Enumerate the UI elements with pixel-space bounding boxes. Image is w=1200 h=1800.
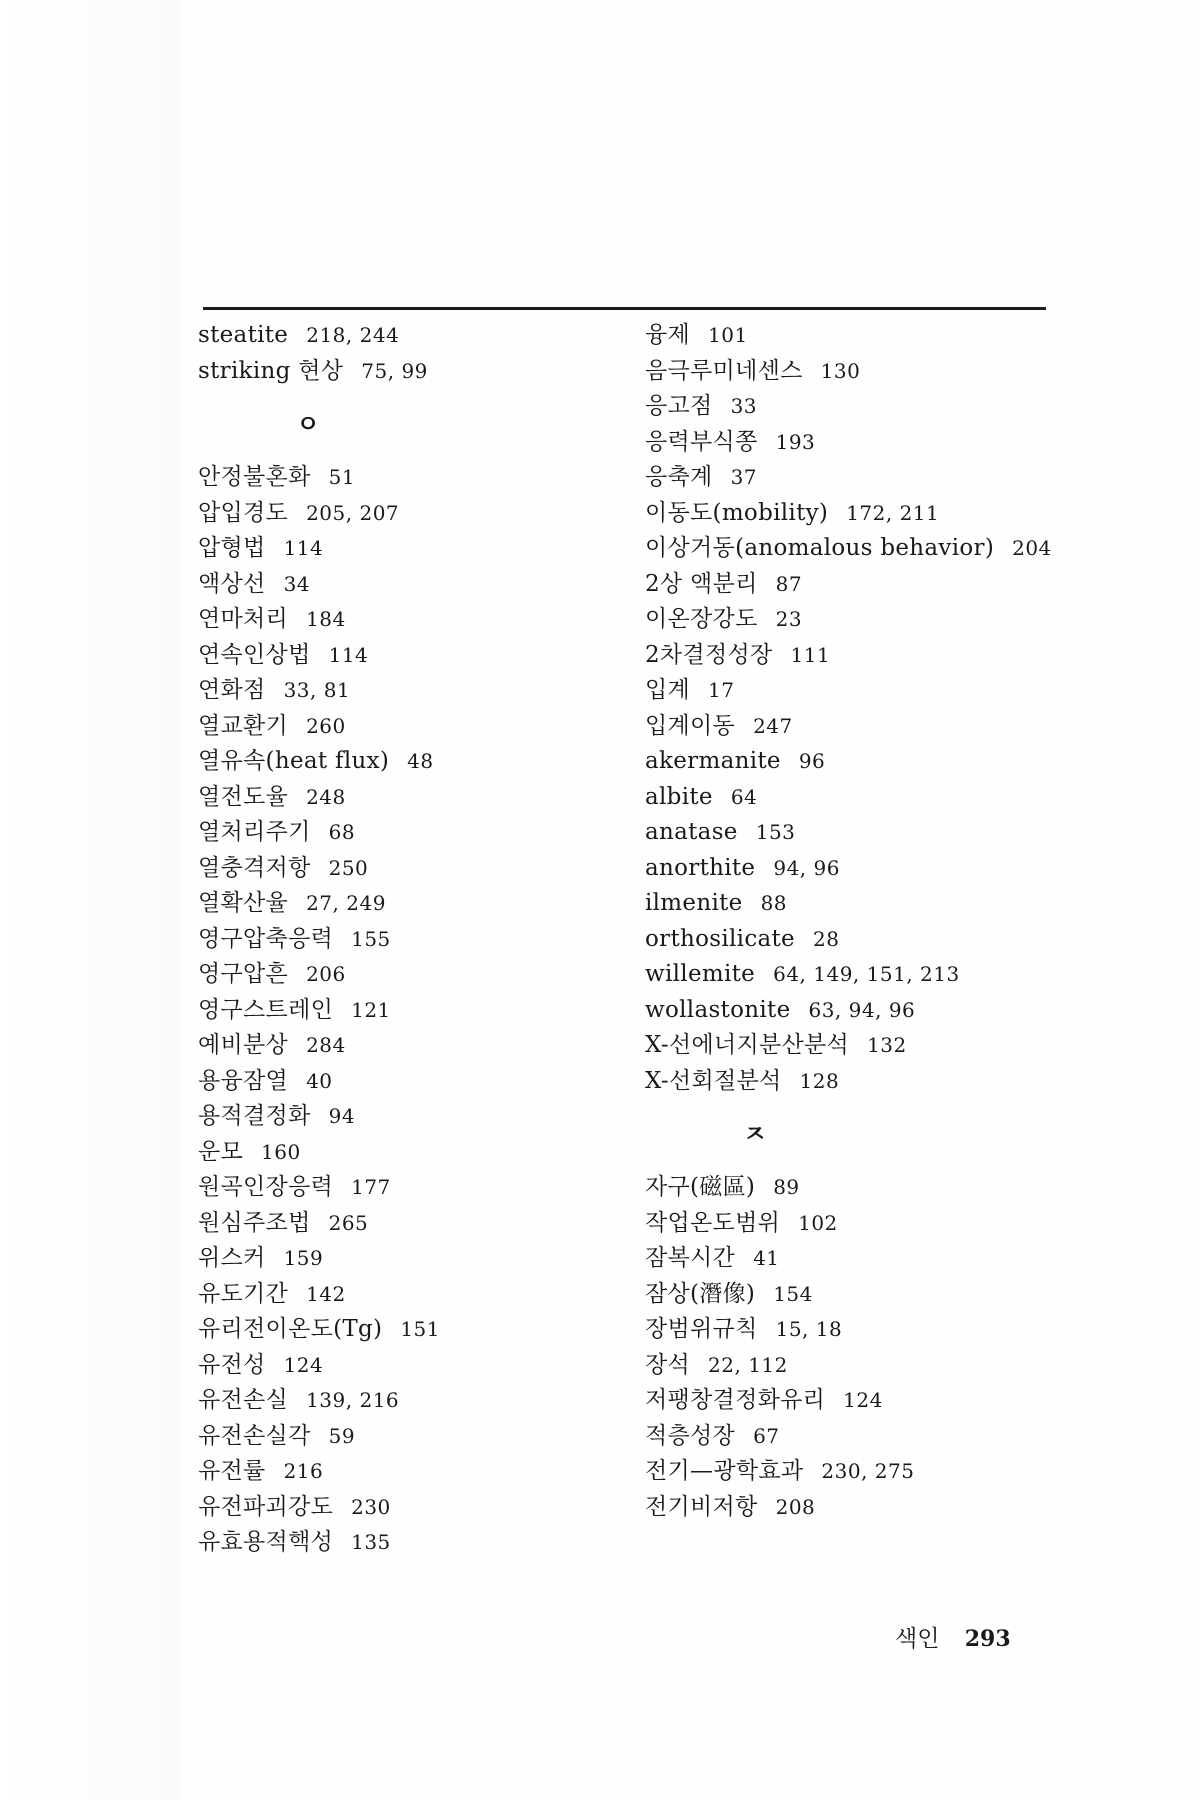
index-entry <box>198 886 628 922</box>
index-entry <box>645 1419 1065 1455</box>
index-term: 전기—광학효과 <box>645 1458 804 1484</box>
page-references: 128 <box>799 1068 840 1093</box>
index-term: 자구(磁區) <box>645 1174 756 1200</box>
page-references: 160 <box>261 1139 301 1164</box>
page-references: 68 <box>328 820 356 844</box>
page-references: 64, 149, 151, 213 <box>773 962 960 986</box>
index-entry <box>645 1277 1065 1313</box>
index-term: 이동도(mobility) <box>645 499 829 526</box>
page-references: 41 <box>753 1246 780 1270</box>
page-references: 102 <box>798 1210 838 1235</box>
index-term: 잠상(潛像) <box>645 1280 756 1307</box>
page-references: 51 <box>328 465 356 489</box>
index-term: 작업온도범위 <box>645 1209 781 1236</box>
index-term: 유리전이온도(Tg) <box>198 1316 383 1342</box>
index-entry <box>645 1348 1065 1384</box>
index-term: 연화점 <box>198 677 266 703</box>
page-references: 33, 81 <box>283 678 351 702</box>
index-entry <box>198 1348 628 1384</box>
page-references: 154 <box>773 1281 813 1306</box>
index-term: 압입경도 <box>198 499 289 526</box>
page-references: 114 <box>328 642 369 667</box>
page-references: 193 <box>775 429 816 454</box>
index-term: 장범위규칙 <box>645 1316 758 1342</box>
index-term: 2차결정성장 <box>645 641 773 668</box>
page-references: 23 <box>775 607 803 631</box>
index-term: wollastonite <box>645 996 791 1023</box>
index-entry <box>198 922 628 958</box>
index-entry <box>198 567 628 603</box>
index-term: 열교환기 <box>198 712 289 739</box>
index-entry <box>645 815 1065 851</box>
page-references: 250 <box>328 855 369 880</box>
index-entry <box>198 1383 628 1419</box>
page-references: 40 <box>306 1068 333 1093</box>
page-references: 265 <box>328 1210 369 1235</box>
index-entry <box>645 1028 1065 1064</box>
index-term: X-선회절분석 <box>645 1067 782 1094</box>
index-entry <box>198 815 628 851</box>
index-entry <box>645 460 1065 496</box>
index-term: 영구스트레인 <box>198 996 334 1023</box>
index-term: 유전률 <box>198 1458 266 1484</box>
index-entry <box>198 602 628 638</box>
index-entry <box>198 1206 628 1242</box>
index-entry <box>645 957 1065 993</box>
page-references: 94, 96 <box>773 855 840 880</box>
page-references: 208 <box>775 1494 816 1519</box>
index-entry <box>198 638 628 674</box>
index-column-right <box>645 318 1065 1525</box>
index-entry <box>198 496 628 532</box>
index-entry <box>198 1170 628 1206</box>
page-references: 230, 275 <box>821 1459 915 1483</box>
page-references: 248 <box>306 784 346 809</box>
page-references: 59 <box>328 1423 356 1448</box>
page-references: 216 <box>283 1459 324 1483</box>
page-references: 153 <box>755 820 796 844</box>
index-entry <box>645 531 1065 567</box>
page-references: 67 <box>753 1423 780 1448</box>
index-term: 안정불혼화 <box>198 464 311 490</box>
page-references: 135 <box>351 1530 391 1554</box>
index-entry <box>645 1064 1065 1100</box>
index-term: 유전성 <box>198 1351 266 1378</box>
page-references: 48 <box>407 749 434 773</box>
page-references: 159 <box>283 1246 324 1270</box>
index-entry <box>198 1525 628 1561</box>
index-entry <box>198 1028 628 1064</box>
index-term: 입계 <box>645 677 691 703</box>
index-entry <box>645 496 1065 532</box>
index-term: 2상 액분리 <box>645 570 758 597</box>
index-entry <box>198 354 628 390</box>
index-entry <box>645 602 1065 638</box>
index-entry <box>645 851 1065 887</box>
index-term: 유전손실각 <box>198 1422 311 1449</box>
index-term: 용적결정화 <box>198 1103 311 1129</box>
index-term: anorthite <box>645 854 756 881</box>
index-entry <box>198 673 628 709</box>
page-references: 206 <box>306 962 346 986</box>
index-entry <box>645 1241 1065 1277</box>
index-entry <box>645 354 1065 390</box>
index-term: orthosilicate <box>645 925 795 952</box>
index-entry <box>198 1312 628 1348</box>
index-term: X-선에너지분산분석 <box>645 1032 850 1058</box>
index-term: 전기비저항 <box>645 1493 758 1520</box>
page-references: 101 <box>708 323 748 347</box>
page-references: 17 <box>708 678 735 702</box>
index-term: 잠복시간 <box>645 1245 736 1271</box>
index-term: 운모 <box>198 1138 244 1165</box>
index-term: 열유속(heat flux) <box>198 748 390 774</box>
index-term: 유전파괴강도 <box>198 1493 334 1520</box>
page-references: 33 <box>730 394 758 418</box>
index-entry <box>645 673 1065 709</box>
index-entry <box>645 922 1065 958</box>
page-references: 64 <box>730 784 758 809</box>
index-entry <box>198 460 628 496</box>
page-references: 94 <box>328 1104 356 1128</box>
index-term: 열전도율 <box>198 783 289 810</box>
index-term: 응고점 <box>645 393 713 419</box>
page-references: 89 <box>773 1175 800 1199</box>
index-entry <box>198 1490 628 1526</box>
index-term: anatase <box>645 819 738 845</box>
page-references: 63, 94, 96 <box>808 997 916 1022</box>
page-references: 111 <box>790 642 831 667</box>
index-term: 저팽창결정화유리 <box>645 1387 826 1413</box>
index-entry <box>198 1099 628 1135</box>
index-term: 입계이동 <box>645 712 736 739</box>
page-references: 218, 244 <box>306 323 400 347</box>
page-references: 22, 112 <box>708 1352 788 1377</box>
page-references: 172, 211 <box>846 500 940 525</box>
index-term: 영구압축응력 <box>198 925 334 952</box>
page-references: 28 <box>812 926 840 951</box>
index-entry <box>645 1170 1065 1206</box>
index-entry <box>645 389 1065 425</box>
index-entry <box>645 1490 1065 1526</box>
page-references: 27, 249 <box>306 891 386 915</box>
page-references: 247 <box>753 713 793 738</box>
index-entry <box>645 886 1065 922</box>
page-references: 114 <box>283 536 324 560</box>
index-term: 장석 <box>645 1351 691 1378</box>
index-entry <box>645 1383 1065 1419</box>
index-term: 압형법 <box>198 535 266 561</box>
index-term: 열충격저항 <box>198 854 311 881</box>
page-references: 139, 216 <box>306 1388 400 1412</box>
index-entry <box>645 318 1065 354</box>
footer-label: 색인 <box>895 1626 940 1652</box>
index-entry <box>198 744 628 780</box>
index-entry <box>645 638 1065 674</box>
index-term: 융제 <box>645 322 691 348</box>
index-term: striking 현상 <box>198 357 344 384</box>
index-term: 영구압흔 <box>198 961 289 987</box>
index-section-heading: ㅈ <box>743 1120 767 1148</box>
index-section-heading: ㅇ <box>296 410 320 438</box>
index-term: 이상거동(anomalous behavior) <box>645 535 995 561</box>
index-term: 응축계 <box>645 464 713 490</box>
page-number: 293 <box>964 1626 1011 1652</box>
index-term: willemite <box>645 961 756 987</box>
index-entry <box>198 1135 628 1171</box>
page-references: 124 <box>843 1388 883 1412</box>
index-entry <box>645 1312 1065 1348</box>
page-references: 75, 99 <box>361 358 428 383</box>
index-entry <box>198 1277 628 1313</box>
index-term: 원곡인장응력 <box>198 1174 334 1200</box>
index-entry <box>198 957 628 993</box>
index-entry <box>198 1454 628 1490</box>
page-references: 96 <box>798 749 826 773</box>
page-references: 37 <box>730 465 758 489</box>
index-term: akermanite <box>645 748 781 774</box>
index-term: 연마처리 <box>198 606 289 632</box>
index-term: 유전손실 <box>198 1387 289 1413</box>
index-entry <box>198 318 628 354</box>
index-term: 액상선 <box>198 570 266 597</box>
index-entry <box>645 425 1065 461</box>
index-term: albite <box>645 783 713 810</box>
index-term: 원심주조법 <box>198 1209 311 1236</box>
page-references: 155 <box>351 926 391 951</box>
index-term: 예비분상 <box>198 1032 289 1058</box>
index-term: 이온장강도 <box>645 606 758 632</box>
index-entry <box>645 709 1065 745</box>
index-term: 유효용적핵성 <box>198 1529 334 1555</box>
index-entry <box>198 851 628 887</box>
index-term: steatite <box>198 322 289 348</box>
index-term: 용융잠열 <box>198 1067 289 1094</box>
index-entry <box>645 993 1065 1029</box>
index-term: 열처리주기 <box>198 819 311 845</box>
index-entry <box>198 993 628 1029</box>
index-term: 위스커 <box>198 1245 266 1271</box>
index-entry <box>198 1064 628 1100</box>
index-term: 음극루미네센스 <box>645 357 803 384</box>
page-references: 230 <box>351 1494 391 1519</box>
index-term: 적층성장 <box>645 1422 736 1449</box>
page-references: 177 <box>351 1175 391 1199</box>
index-entry <box>198 1419 628 1455</box>
page-references: 151 <box>400 1317 441 1341</box>
index-term: 응력부식쫑 <box>645 428 758 455</box>
header-rule <box>203 307 1046 310</box>
index-entry <box>645 780 1065 816</box>
page-references: 142 <box>306 1281 346 1306</box>
index-entry <box>645 1206 1065 1242</box>
page-references: 88 <box>760 891 788 915</box>
page-references: 204 <box>1012 536 1052 560</box>
index-entry <box>645 567 1065 603</box>
index-entry <box>198 531 628 567</box>
page-references: 87 <box>775 571 803 596</box>
page-references: 130 <box>820 358 861 383</box>
index-column-left <box>198 318 628 1561</box>
index-entry <box>198 709 628 745</box>
page-references: 15, 18 <box>775 1317 843 1341</box>
index-entry <box>198 1241 628 1277</box>
index-entry <box>645 1454 1065 1490</box>
page-references: 124 <box>283 1352 324 1377</box>
page-margin <box>0 0 180 1800</box>
page-references: 184 <box>306 607 346 631</box>
page-footer <box>895 1620 1011 1653</box>
index-term: 연속인상법 <box>198 641 311 668</box>
page-references: 132 <box>867 1033 907 1057</box>
page-references: 121 <box>351 997 391 1022</box>
index-entry <box>645 744 1065 780</box>
index-entry <box>198 780 628 816</box>
index-term: 유도기간 <box>198 1280 289 1307</box>
page-references: 205, 207 <box>306 500 400 525</box>
index-term: 열확산율 <box>198 890 289 916</box>
page-references: 34 <box>283 571 311 596</box>
page-references: 260 <box>306 713 346 738</box>
page-references: 284 <box>306 1033 346 1057</box>
index-term: ilmenite <box>645 890 743 916</box>
